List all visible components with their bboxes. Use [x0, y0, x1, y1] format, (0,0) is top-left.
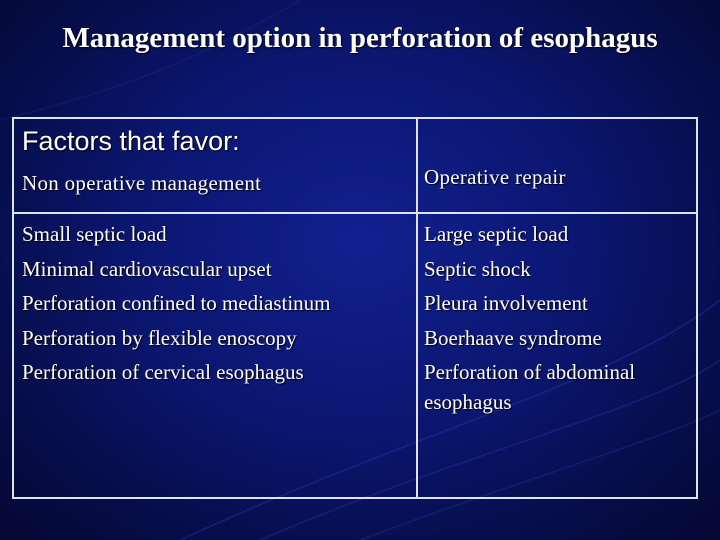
- column-header-non-operative: Non operative management: [22, 171, 262, 195]
- list-item: Large septic load: [424, 222, 569, 246]
- comparison-table: [12, 117, 698, 499]
- column-header-operative: Operative repair: [424, 165, 566, 189]
- list-item: Perforation confined to mediastinum: [22, 291, 331, 315]
- operative-factors-list: [424, 217, 692, 417]
- list-item: Pleura involvement: [424, 291, 588, 315]
- factors-label: Factors that favor:: [22, 126, 240, 156]
- list-item: Boerhaave syndrome: [424, 325, 602, 350]
- list-item: Perforation of cervical esophagus: [22, 360, 304, 384]
- non-operative-factors-list: [22, 217, 410, 390]
- column-divider: [416, 119, 418, 497]
- header-divider: [14, 212, 696, 214]
- list-item: Perforation by flexible enoscopy: [22, 325, 297, 350]
- list-item: Septic shock: [424, 256, 531, 281]
- list-item: Small septic load: [22, 222, 167, 246]
- list-item: Perforation of abdominal esophagus: [424, 360, 636, 414]
- list-item: Minimal cardiovascular upset: [22, 256, 272, 281]
- slide-title: Management option in perforation of esophagus: [62, 22, 658, 54]
